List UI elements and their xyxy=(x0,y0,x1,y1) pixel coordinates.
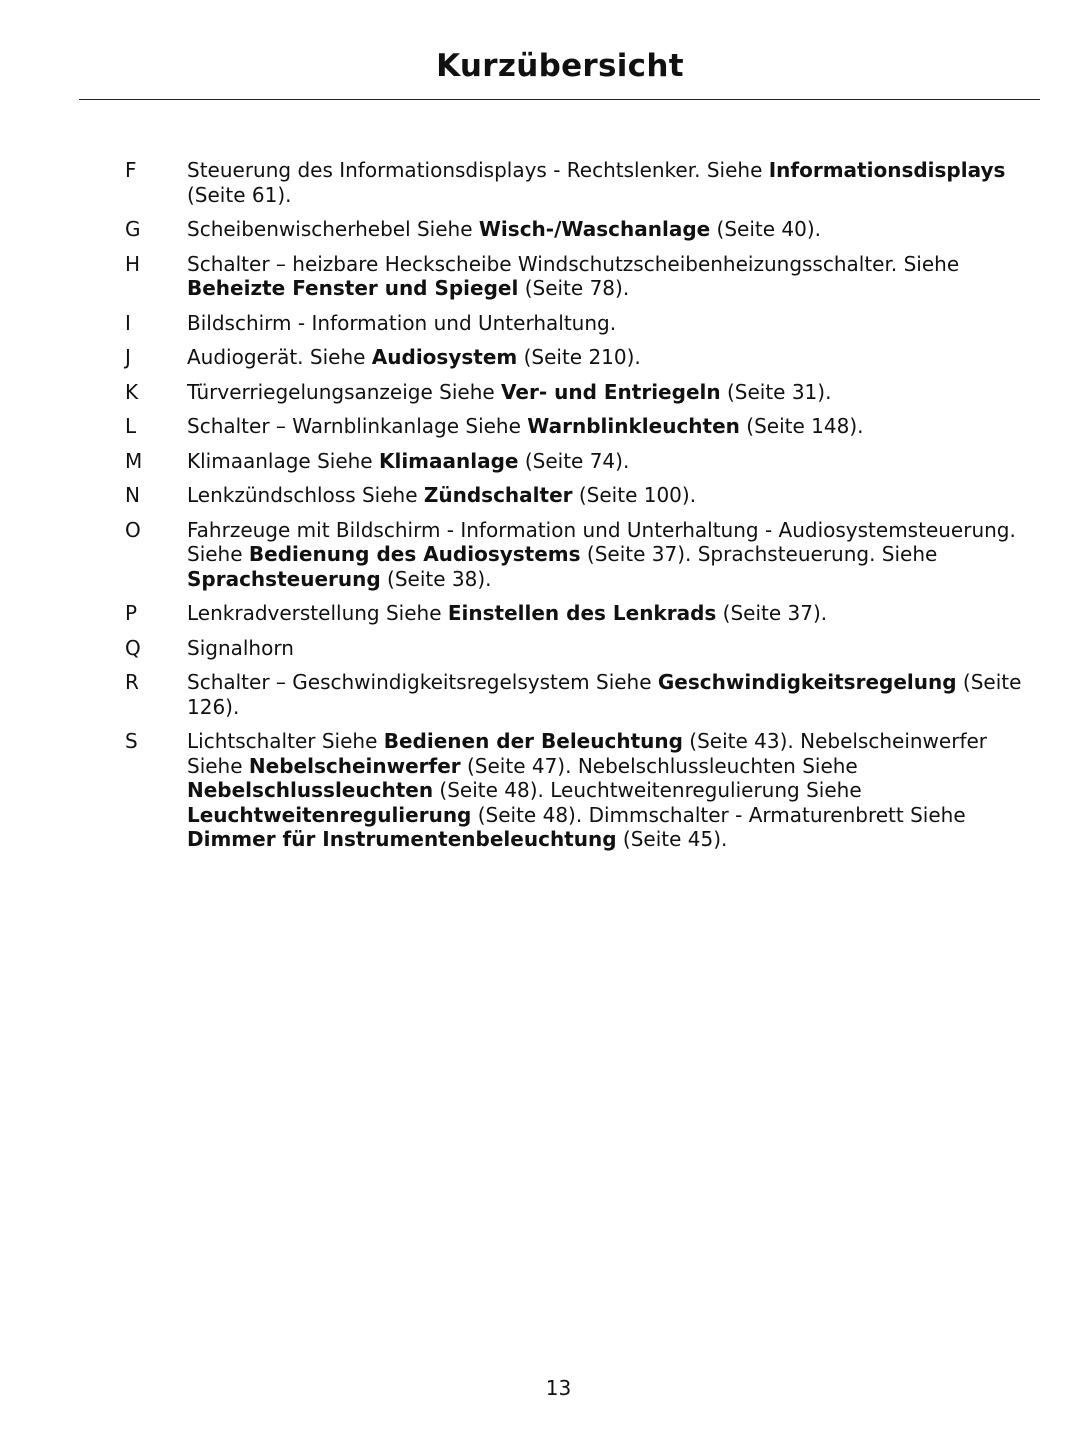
legend-description xyxy=(187,670,1037,719)
legend-description xyxy=(187,311,1037,336)
legend-description xyxy=(187,252,1037,301)
description-text: (Seite 37). xyxy=(716,601,828,625)
cross-reference[interactable]: Warnblinkleuchten xyxy=(527,414,740,438)
legend-letter: H xyxy=(125,251,141,276)
description-text: Lichtschalter Siehe xyxy=(187,729,384,753)
cross-reference[interactable]: Klimaanlage xyxy=(378,448,519,473)
legend-letter: M xyxy=(125,448,143,473)
cross-reference[interactable]: Beheizte Fenster und Spiegel xyxy=(187,276,519,300)
legend-letter: R xyxy=(125,670,139,694)
cross-reference[interactable]: Ver- und Entriegeln xyxy=(501,379,721,404)
cross-reference[interactable]: Leuchtweitenregulierung xyxy=(187,802,472,827)
legend-entry-q xyxy=(0,636,1087,661)
cross-reference[interactable]: Bedienen der Beleuchtung xyxy=(383,729,683,753)
description-text: Fahrzeuge mit Bildschirm - Information und Unterhaltung - Audiosystemsteuerung. Siehe xyxy=(187,517,1016,566)
legend-entry-s xyxy=(0,729,1087,852)
cross-reference[interactable]: Zündschalter xyxy=(423,483,573,507)
description-text: Türverriegelungsanzeige Siehe xyxy=(187,379,502,404)
description-text: (Seite 74). xyxy=(518,448,630,473)
description-text: Scheibenwischerhebel Siehe xyxy=(187,217,479,241)
legend-letter: I xyxy=(125,310,131,335)
description-text: Lenkradverstellung Siehe xyxy=(187,601,448,625)
description-text: Steuerung des Informationsdisplays - Rechtslenker. Siehe xyxy=(187,158,769,182)
description-text: (Seite 61). xyxy=(187,182,292,207)
legend-entry-o xyxy=(0,518,1087,592)
legend-description xyxy=(187,380,1037,405)
description-text: Schalter – Warnblinkanlage Siehe xyxy=(187,414,528,438)
description-text: (Seite 40). xyxy=(710,217,822,241)
cross-reference[interactable]: Nebelscheinwerfer xyxy=(248,753,461,778)
legend-letter: L xyxy=(125,414,137,438)
legend-description xyxy=(187,158,1037,207)
legend-description xyxy=(187,601,1037,626)
legend-description xyxy=(187,217,1037,242)
legend-entry-g xyxy=(0,217,1087,242)
description-text: (Seite 148). xyxy=(739,414,864,438)
description-text: Bildschirm - Information und Unterhaltung. xyxy=(187,310,617,335)
description-text: (Seite 78). xyxy=(518,276,630,300)
description-text: Schalter – heizbare Heckscheibe Windschutzscheibenheizungsschalter. Siehe xyxy=(187,251,960,276)
description-text: (Seite 43). Nebelscheinwerfer Siehe xyxy=(187,729,988,778)
legend-entry-m xyxy=(0,449,1087,474)
description-text: Lenkzündschloss Siehe xyxy=(187,483,424,507)
cross-reference[interactable]: Dimmer für Instrumentenbeleuchtung xyxy=(187,827,617,851)
cross-reference[interactable]: Nebelschlussleuchten xyxy=(187,778,434,802)
legend-letter: Q xyxy=(125,635,141,660)
cross-reference[interactable]: Geschwindigkeitsregelung xyxy=(657,670,957,694)
description-text: (Seite 37). Sprachsteuerung. Siehe xyxy=(580,542,938,566)
legend-entry-p xyxy=(0,601,1087,626)
legend-description xyxy=(187,518,1037,592)
legend-letter: G xyxy=(125,217,141,241)
legend-letter: P xyxy=(125,601,138,625)
description-text: (Seite 47). Nebelschlussleuchten Siehe xyxy=(460,753,858,778)
legend-description xyxy=(187,414,1037,439)
legend-description xyxy=(187,729,1037,852)
legend-letter: K xyxy=(125,379,139,404)
legend-entry-j xyxy=(0,345,1087,370)
description-text: (Seite 38). xyxy=(380,566,492,591)
description-text: (Seite 31). xyxy=(720,379,832,404)
description-text: (Seite 100). xyxy=(572,483,697,507)
legend-letter: F xyxy=(125,158,137,182)
legend-letter: S xyxy=(125,729,138,753)
legend-entry-h xyxy=(0,252,1087,301)
description-text: (Seite 210). xyxy=(517,345,641,369)
description-text: (Seite 48). Leuchtweitenregulierung Siehe xyxy=(433,778,862,802)
description-text: (Seite 126). xyxy=(187,670,1022,719)
legend-letter: O xyxy=(125,517,141,542)
description-text: Signalhorn xyxy=(187,635,294,660)
page-number: 13 xyxy=(545,1376,572,1400)
cross-reference[interactable]: Audiosystem xyxy=(371,345,518,369)
legend-letter: J xyxy=(125,345,131,369)
legend-entry-i xyxy=(0,311,1087,336)
legend-entry-f xyxy=(0,158,1087,207)
description-text: (Seite 48). Dimmschalter - Armaturenbrett Siehe xyxy=(471,802,966,827)
cross-reference[interactable]: Bedienung des Audiosystems xyxy=(248,542,581,566)
legend-entry-k xyxy=(0,380,1087,405)
description-text: Schalter – Geschwindigkeitsregelsystem Siehe xyxy=(187,670,658,694)
cross-reference[interactable]: Einstellen des Lenkrads xyxy=(447,601,717,625)
legend-description xyxy=(187,449,1037,474)
page-title: Kurzübersicht xyxy=(436,48,684,84)
legend-entry-n xyxy=(0,483,1087,508)
legend-description xyxy=(187,636,1037,661)
cross-reference[interactable]: Sprachsteuerung xyxy=(187,566,381,591)
description-text: Audiogerät. Siehe xyxy=(187,345,372,369)
description-text: (Seite 45). xyxy=(616,827,728,851)
legend-list xyxy=(0,158,1087,862)
cross-reference[interactable]: Wisch-/Waschanlage xyxy=(478,217,711,241)
legend-entry-l xyxy=(0,414,1087,439)
legend-entry-r xyxy=(0,670,1087,719)
legend-description xyxy=(187,345,1037,370)
title-divider xyxy=(79,99,1040,100)
legend-description xyxy=(187,483,1037,508)
cross-reference[interactable]: Informationsdisplays xyxy=(768,158,1006,182)
description-text: Klimaanlage Siehe xyxy=(187,448,379,473)
legend-letter: N xyxy=(125,483,140,507)
